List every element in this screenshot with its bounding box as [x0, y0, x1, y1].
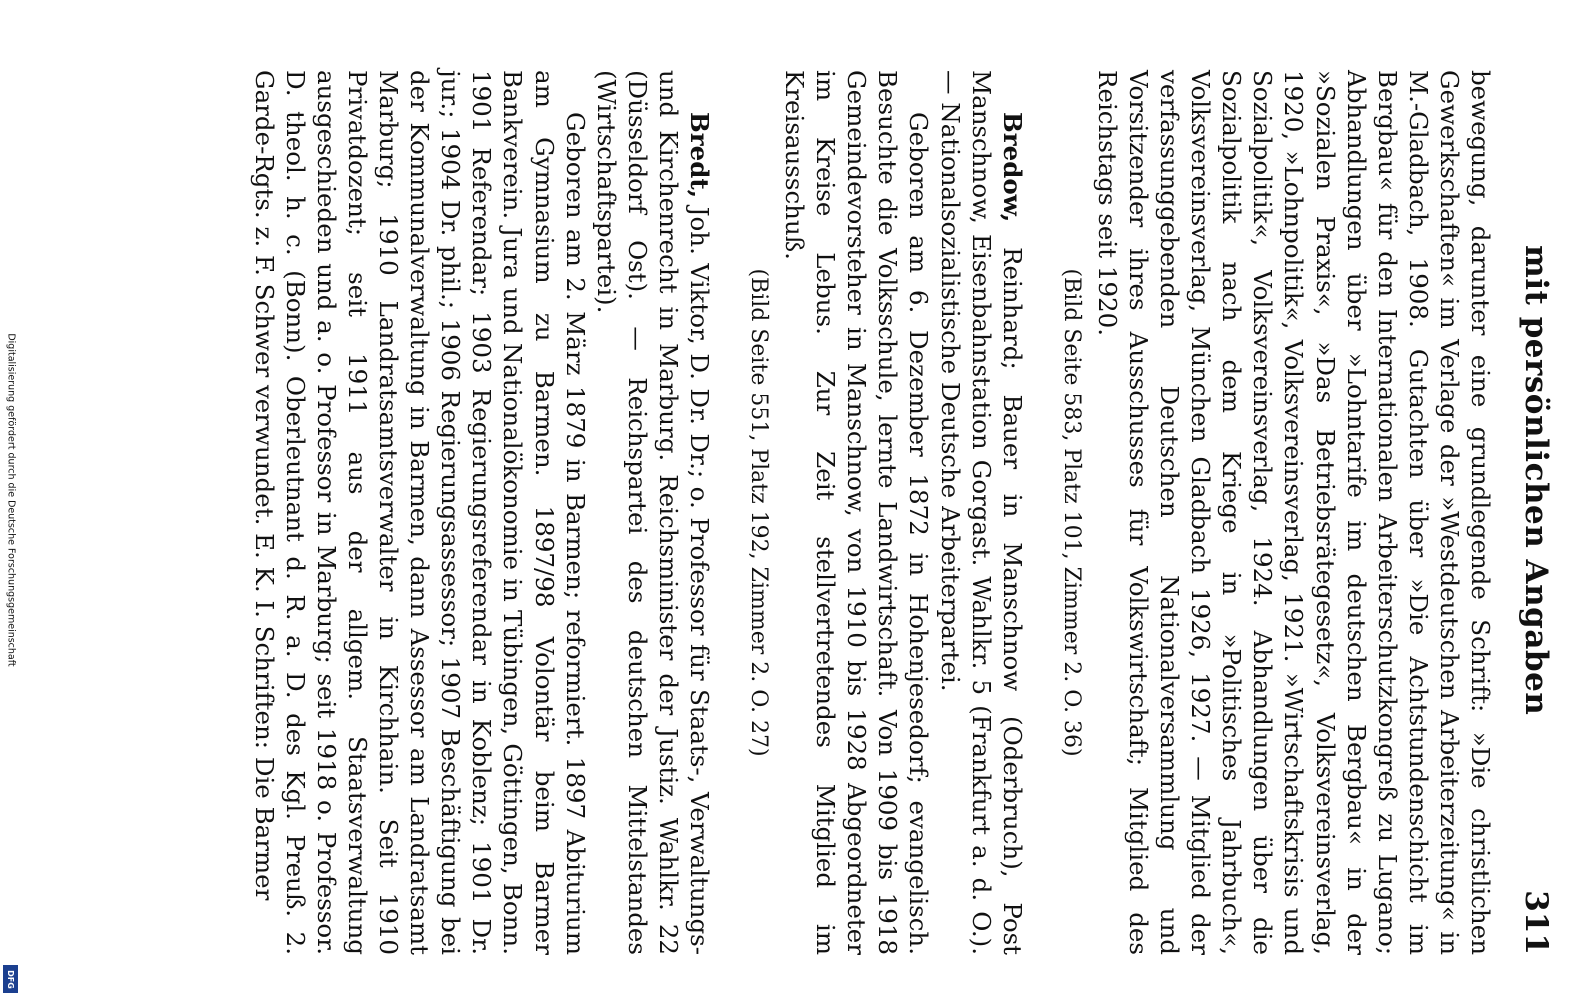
document-page	[110, 40, 1560, 985]
entry-heading	[591, 70, 715, 955]
entry-bredow	[743, 40, 1028, 985]
member-intro: Joh. Viktor, D. Dr. Dr.; o. Professor für Staats-, Verwaltungs- und Kirchenrecht in Marburg. Reichsminister der Justiz. Wahlkr. 22 (Düsseldorf Ost). — Reichspartei des deutschen Mittelstandes (Wirtschaftspartei).	[591, 70, 715, 955]
entry-text: bewegung, darunter eine grundlegende Schrift: »Die christlichen Gewerkschaften« im Verlage der »Westdeutschen Arbeiterzeitung« in M.-Gladbach, 1908. Gutachten über »Die Achtstundenschicht im Bergbau« für den Internationalen Arbeiterschutzkongreß zu Lugano; Abhandlungen über »Lohntarife im deutschen Bergbau« in der »Sozialen Praxis«, »Das Betriebsrätegesetz«, Volksvereinsverlag, 1920, »Lohnpolitik«, Volksvereinsverlag, 1921. »Wirtschaftskrisis und Sozialpolitik«, Volksvereinsverlag, 1924. Abhandlungen über die Sozialpolitik nach dem Kriege in »Politisches Jahrbuch«, Volksvereinsverlag, München Gladbach 1926, 1927. — Mitglied der verfassunggebenden Deutschen Nationalversammlung und Vorsitzender ihres Ausschusses für Volkswirtschaft; Mitglied des Reichstags seit 1920.	[1092, 70, 1495, 955]
member-name: Bredow,	[997, 112, 1027, 223]
rotated-page	[110, 40, 1560, 985]
entry-biography: Geboren am 2. März 1879 in Barmen; reformiert. 1897 Abiturium am Gymnasium zu Barmen. 1897/98 Volontär beim Barmer Bankverein. Jura und Nationalökonomie in Tübingen, Göttingen, Bonn. 1901 Referendar; 1903 Regierungsreferendar in Koblenz; 1901 Dr. jur.; 1904 Dr. phil.; 1906 Regierungsassessor; 1907 Beschäftigung bei der Kommunalverwaltung in Barmen, dann Assessor am Landratsamt Marburg; 1910 Landratsamtsverwalter in Kirchhain. Seit 1910 Privatdozent; seit 1911 aus der allgem. Staatsverwaltung ausgeschieden und a. o. Professor in Marburg; seit 1918 o. Professor. D. theol. h. c. (Bonn). Oberleutnant d. R. a. D. des Kgl. Preuß. 2. Garde-Rgts. z. F. Schwer verwundet. E. K. I. Schriften: Die Barmer	[249, 70, 590, 955]
digitization-credit: Digitalisierung gefördert durch die Deutsche Forschungsgemeinschaft	[5, 333, 17, 667]
page-header	[1496, 40, 1560, 985]
digitization-strip	[0, 0, 22, 1000]
running-title: mit persönlichen Angaben	[1518, 244, 1554, 716]
picture-reference: (Bild Seite 583, Platz 101, Zimmer 2. O. 36)	[1058, 268, 1084, 757]
entry-biography: Geboren am 6. Dezember 1872 in Hohenjesedorf; evangelisch. Besuchte die Volksschule, lernte Landwirtschaft. Von 1909 bis 1918 Gemeindevorsteher in Manschnow, von 1910 bis 1928 Abgeordneter im Kreise Lebus. Zur Zeit stellvertretendes Mitglied im Kreisausschuß.	[780, 70, 934, 955]
page-number: 311	[1518, 890, 1554, 955]
member-name: Bredt,	[685, 112, 715, 199]
entry-heading	[935, 70, 1028, 955]
entry-continuation	[1056, 40, 1496, 985]
picture-reference: (Bild Seite 551, Platz 192, Zimmer 2. O. 27)	[746, 268, 772, 757]
dfg-logo: DFG	[3, 965, 18, 993]
entry-bredt	[249, 40, 715, 985]
member-intro: Reinhard; Bauer in Manschnow (Oderbruch), Post Manschnow, Eisenbahnstation Gorgast. Wahlkr. 5 (Frankfurt a. d. O.). — Nationalsozialistische Deutsche Arbeiterpartei.	[935, 70, 1027, 955]
